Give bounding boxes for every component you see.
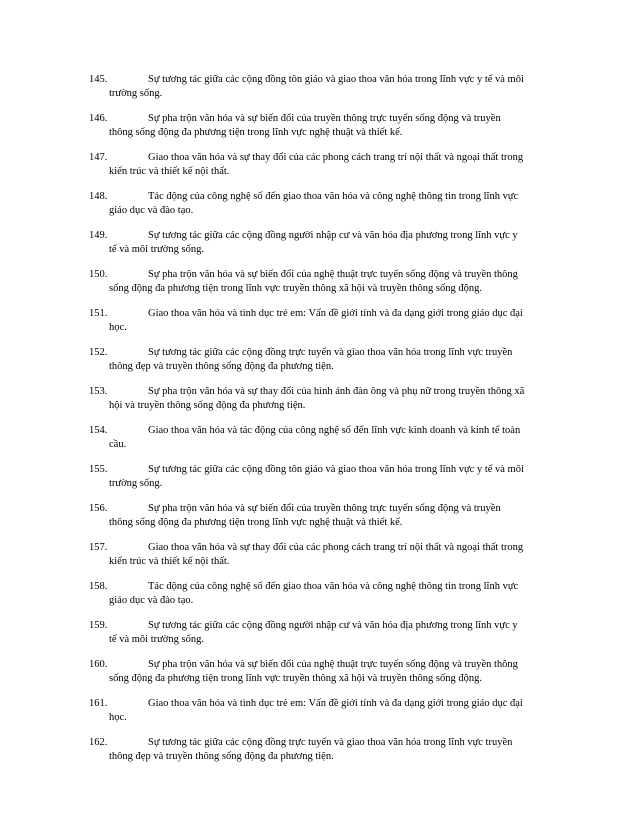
item-number: 148. [89, 191, 108, 202]
item-text-continuation: sống động đa phương tiện trong lĩnh vực truyền thông xã hội và truyền thông sống động. [109, 283, 483, 294]
list-item [89, 268, 567, 296]
item-text-continuation: thông đẹp và truyền thông sống động đa phương tiện. [109, 751, 334, 762]
list-item [89, 580, 567, 608]
numbered-topic-list [89, 73, 567, 775]
item-text: Sự tương tác giữa các cộng đồng tôn giáo và giao thoa văn hóa trong lĩnh vực y tế và môi [148, 74, 524, 85]
list-item [89, 73, 567, 101]
item-text: Sự pha trộn văn hóa và sự thay đổi của hình ảnh đàn ông và phụ nữ trong truyền thông xã [148, 386, 525, 397]
item-number: 159. [89, 620, 108, 631]
list-item [89, 463, 567, 491]
item-number: 151. [89, 308, 108, 319]
item-text-continuation: cầu. [109, 439, 127, 450]
list-item [89, 541, 567, 569]
item-text: Giao thoa văn hóa và tình dục trẻ em: Vấn đề giới tính và đa dạng giới trong giáo dục đại [148, 308, 523, 319]
item-text-continuation: giáo dục và đào tạo. [109, 205, 194, 216]
item-text: Sự pha trộn văn hóa và sự biến đổi của nghệ thuật trực tuyến sống động và truyền thông [148, 269, 518, 280]
list-item [89, 307, 567, 335]
list-item [89, 736, 567, 764]
item-number: 162. [89, 737, 108, 748]
item-text-continuation: trường sống. [109, 478, 163, 489]
item-text-continuation: thông sống động đa phương tiện trong lĩnh vực nghệ thuật và thiết kế. [109, 127, 403, 138]
item-text: Sự pha trộn văn hóa và sự biến đổi của nghệ thuật trực tuyến sống động và truyền thông [148, 659, 518, 670]
item-text-continuation: thông đẹp và truyền thông sống động đa phương tiện. [109, 361, 334, 372]
item-number: 154. [89, 425, 108, 436]
item-number: 147. [89, 152, 108, 163]
item-text-continuation: kiến trúc và thiết kế nội thất. [109, 166, 230, 177]
item-text: Sự tương tác giữa các cộng đồng người nhập cư và văn hóa địa phương trong lĩnh vực y [148, 230, 518, 241]
item-text: Tác động của công nghệ số đến giao thoa văn hóa và công nghệ thông tin trong lĩnh vực [148, 191, 519, 202]
list-item [89, 502, 567, 530]
item-text: Sự pha trộn văn hóa và sự biến đổi của truyền thông trực tuyến sống động và truyền [148, 503, 501, 514]
item-text: Giao thoa văn hóa và tình dục trẻ em: Vấn đề giới tính và đa dạng giới trong giáo dục đại [148, 698, 523, 709]
list-item [89, 658, 567, 686]
item-text-continuation: kiến trúc và thiết kế nội thất. [109, 556, 230, 567]
item-text: Sự tương tác giữa các cộng đồng trực tuyến và giao thoa văn hóa trong lĩnh vực truyền [148, 737, 513, 748]
item-text: Tác động của công nghệ số đến giao thoa văn hóa và công nghệ thông tin trong lĩnh vực [148, 581, 519, 592]
item-number: 157. [89, 542, 108, 553]
list-item [89, 424, 567, 452]
item-text-continuation: học. [109, 712, 127, 723]
item-number: 156. [89, 503, 108, 514]
list-item [89, 619, 567, 647]
list-item [89, 697, 567, 725]
item-number: 160. [89, 659, 108, 670]
item-number: 149. [89, 230, 108, 241]
item-text: Giao thoa văn hóa và tác động của công nghệ số đến lĩnh vực kinh doanh và kinh tế toàn [148, 425, 521, 436]
item-number: 145. [89, 74, 108, 85]
item-text-continuation: thông sống động đa phương tiện trong lĩnh vực nghệ thuật và thiết kế. [109, 517, 403, 528]
item-text-continuation: tế và môi trường sống. [109, 244, 204, 255]
item-number: 153. [89, 386, 108, 397]
item-text: Sự tương tác giữa các cộng đồng người nhập cư và văn hóa địa phương trong lĩnh vực y [148, 620, 518, 631]
item-text: Sự pha trộn văn hóa và sự biến đổi của truyền thông trực tuyến sống động và truyền [148, 113, 501, 124]
item-text-continuation: học. [109, 322, 127, 333]
item-number: 158. [89, 581, 108, 592]
item-text-continuation: sống động đa phương tiện trong lĩnh vực truyền thông xã hội và truyền thông sống động. [109, 673, 483, 684]
list-item [89, 229, 567, 257]
item-text: Giao thoa văn hóa và sự thay đổi của các phong cách trang trí nội thất và ngoại thất trong [148, 542, 524, 553]
item-text-continuation: hội và truyền thông sống động đa phương tiện. [109, 400, 306, 411]
list-item [89, 385, 567, 413]
item-text: Sự tương tác giữa các cộng đồng trực tuyến và giao thoa văn hóa trong lĩnh vực truyền [148, 347, 513, 358]
list-item [89, 190, 567, 218]
item-text-continuation: trường sống. [109, 88, 163, 99]
item-text: Sự tương tác giữa các cộng đồng tôn giáo và giao thoa văn hóa trong lĩnh vực y tế và môi [148, 464, 524, 475]
item-text-continuation: tế và môi trường sống. [109, 634, 204, 645]
item-number: 161. [89, 698, 108, 709]
item-number: 150. [89, 269, 108, 280]
list-item [89, 112, 567, 140]
list-item [89, 346, 567, 374]
item-text: Giao thoa văn hóa và sự thay đổi của các phong cách trang trí nội thất và ngoại thất trong [148, 152, 524, 163]
item-text-continuation: giáo dục và đào tạo. [109, 595, 194, 606]
item-number: 152. [89, 347, 108, 358]
list-item [89, 151, 567, 179]
item-number: 155. [89, 464, 108, 475]
item-number: 146. [89, 113, 108, 124]
